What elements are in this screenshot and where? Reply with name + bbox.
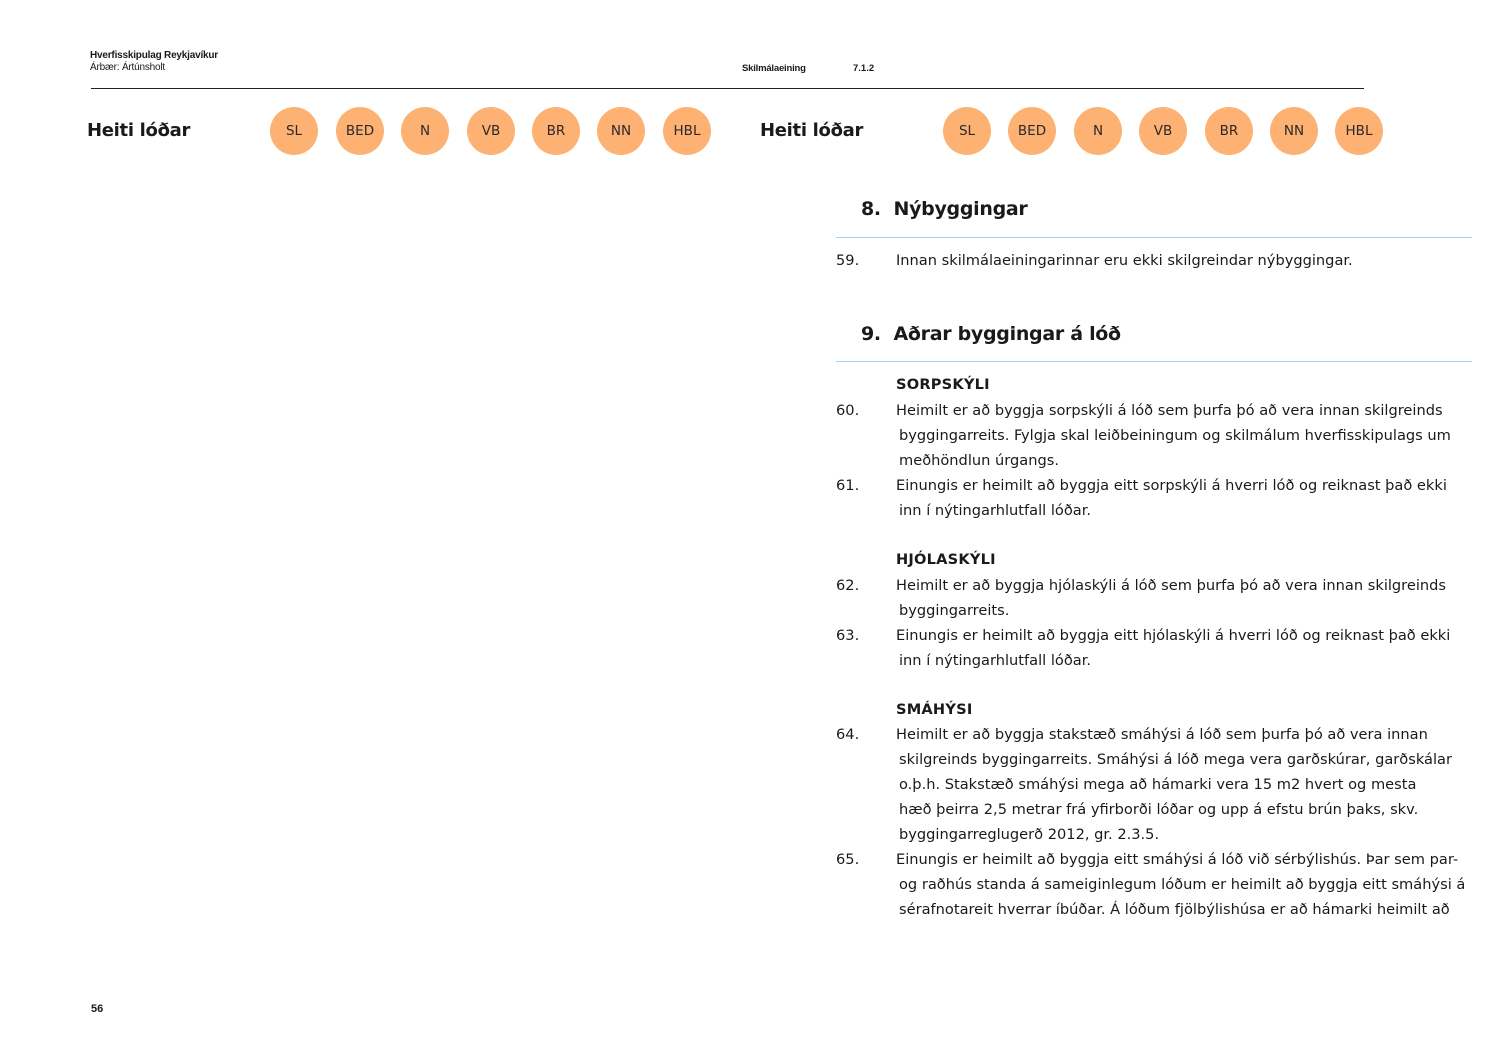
item-text: Einungis er heimilt að byggja eitt sorpskýli á hverri lóð og reiknast það ekki [896,477,1447,494]
document-subtitle: Árbær: Ártúnsholt [90,62,165,73]
badge-br: BR [1205,107,1253,155]
badge-sl: SL [270,107,318,155]
badge-hbl: HBL [663,107,711,155]
section-heading-title: Aðrar byggingar á lóð [893,323,1121,345]
badge-bed: BED [1008,107,1056,155]
section-heading [861,198,1028,220]
item-text: byggingarreglugerð 2012, gr. 2.3.5. [899,826,1160,843]
section-heading-title: Nýbyggingar [893,198,1028,220]
item-text: byggingarreits. Fylgja skal leiðbeiningum og skilmálum hverfisskipulags um [899,427,1451,444]
badge-nn: NN [597,107,645,155]
badge-sl: SL [943,107,991,155]
badge-nn: NN [1270,107,1318,155]
item-text: Innan skilmálaeiningarinnar eru ekki skilgreindar nýbyggingar. [896,252,1353,269]
badge-bed: BED [336,107,384,155]
item-text: hæð þeirra 2,5 metrar frá yfirborði lóðar og upp á efstu brún þaks, skv. [899,801,1419,818]
badge-vb: VB [1139,107,1187,155]
item-text: Heimilt er að byggja hjólaskýli á lóð sem þurfa þó að vera innan skilgreinds [896,577,1447,594]
item-text: og raðhús standa á sameiginlegum lóðum er heimilt að byggja eitt smáhýsi á [899,876,1466,893]
header-divider [91,88,1364,89]
item-text: Heimilt er að byggja stakstæð smáhýsi á lóð sem þurfa þó að vera innan [896,726,1428,743]
item-number: 59. [836,252,860,269]
item-text: sérafnotareit hverrar íbúðar. Á lóðum fjölbýlishúsa er að hámarki heimilt að [899,901,1450,918]
item-number: 61. [836,477,860,494]
badge-n: N [1074,107,1122,155]
item-number: 64. [836,726,860,743]
section-label: Skilmálaeining [742,63,806,74]
page-number: 56 [91,1003,104,1015]
section-divider [836,237,1472,238]
section-heading-number: 8. [861,198,881,220]
badge-hbl: HBL [1335,107,1383,155]
section-heading-number: 9. [861,323,881,345]
item-text: Heimilt er að byggja sorpskýli á lóð sem þurfa þó að vera innan skilgreinds [896,402,1443,419]
item-text: Einungis er heimilt að byggja eitt hjólaskýli á hverri lóð og reiknast það ekki [896,627,1451,644]
item-number: 65. [836,851,860,868]
section-number: 7.1.2 [853,63,875,74]
item-text: inn í nýtingarhlutfall lóðar. [899,502,1092,519]
section-divider [836,361,1472,362]
item-text: meðhöndlun úrgangs. [899,452,1059,469]
item-text: o.þ.h. Stakstæð smáhýsi mega að hámarki vera 15 m2 hvert og mesta [899,776,1417,793]
badge-n: N [401,107,449,155]
lot-name-label: Heiti lóðar [760,120,864,141]
item-text: inn í nýtingarhlutfall lóðar. [899,652,1092,669]
document-title: Hverfisskipulag Reykjavíkur [90,50,218,61]
lot-name-label: Heiti lóðar [87,120,191,141]
subheading-hjolaskyli: HJÓLASKÝLI [896,551,996,568]
item-number: 63. [836,627,860,644]
item-number: 60. [836,402,860,419]
badge-vb: VB [467,107,515,155]
subheading-smahysi: SMÁHÝSI [896,701,973,718]
item-text: byggingarreits. [899,602,1010,619]
section-heading [861,323,1121,345]
badge-br: BR [532,107,580,155]
subheading-sorpskyli: SORPSKÝLI [896,376,990,393]
item-number: 62. [836,577,860,594]
item-text: skilgreinds byggingarreits. Smáhýsi á lóð mega vera garðskúrar, garðskálar [899,751,1452,768]
item-text: Einungis er heimilt að byggja eitt smáhýsi á lóð við sérbýlishús. Þar sem par- [896,851,1459,868]
